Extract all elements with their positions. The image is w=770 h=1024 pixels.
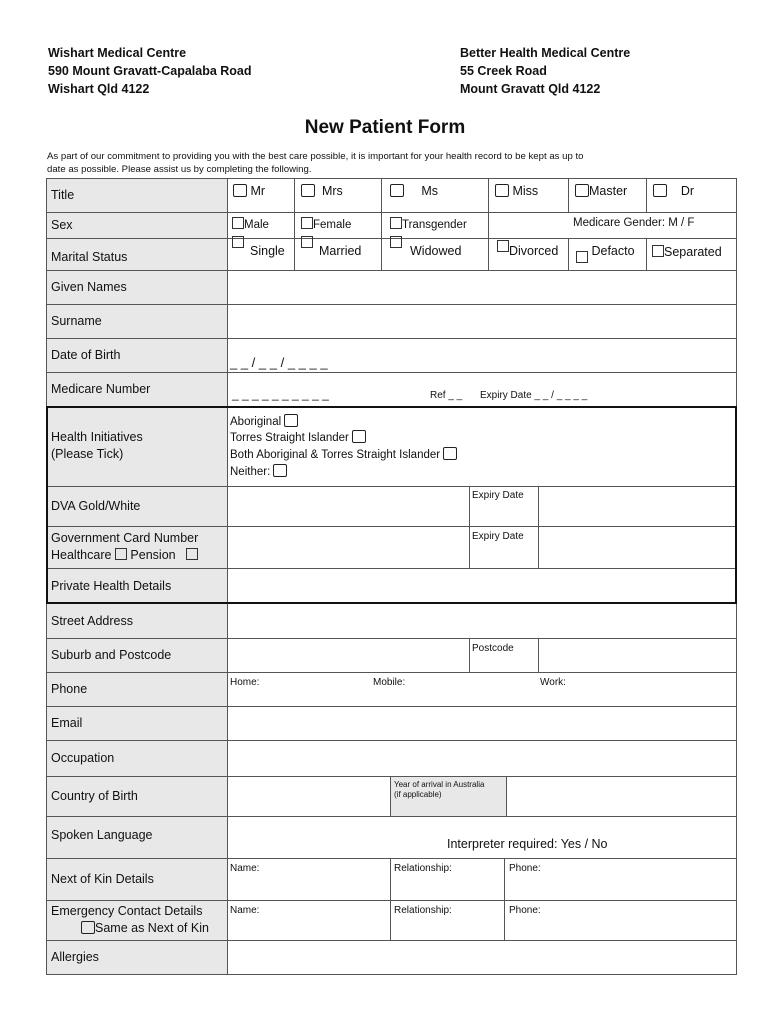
medicare-gender: Medicare Gender: M / F xyxy=(573,217,695,229)
emergency-contact-title: Emergency Contact Details xyxy=(51,904,203,918)
title-option-mr[interactable] xyxy=(233,184,265,198)
marital-option-widowed[interactable] xyxy=(390,236,462,258)
label-next-of-kin: Next of Kin Details xyxy=(46,858,227,900)
postcode-label: Postcode xyxy=(472,643,514,654)
title-option-dr[interactable] xyxy=(653,184,694,198)
title-ms-label: Ms xyxy=(421,184,439,198)
practice-name-right: Better Health Medical Centre xyxy=(460,46,631,60)
marital-divorced-label: Divorced xyxy=(509,244,559,258)
dob-field[interactable]: _ _ / _ _ / _ _ _ _ xyxy=(230,355,328,370)
sex-transgender-checkbox[interactable] xyxy=(390,217,402,229)
sex-male-label: Male xyxy=(244,219,269,231)
label-country-of-birth: Country of Birth xyxy=(46,776,227,816)
kin-phone-label: Phone: xyxy=(509,863,541,874)
year-arrival-line-1: Year of arrival in Australia xyxy=(394,780,485,789)
label-spoken-language: Spoken Language xyxy=(46,816,227,858)
marital-single-label: Single xyxy=(250,244,285,258)
sex-transgender-label: Transgender xyxy=(402,219,467,231)
label-title: Title xyxy=(46,178,227,212)
sex-option-transgender[interactable] xyxy=(390,217,467,231)
hi-option-aboriginal[interactable] xyxy=(230,414,298,428)
practice-suburb-right: Mount Gravatt Qld 4122 xyxy=(460,82,601,96)
title-dr-checkbox[interactable] xyxy=(653,184,667,197)
practice-name-left: Wishart Medical Centre xyxy=(48,46,187,60)
marital-defacto-checkbox[interactable] xyxy=(576,251,588,263)
hi-aboriginal-checkbox[interactable] xyxy=(284,414,298,427)
marital-option-defacto[interactable] xyxy=(576,245,635,259)
marital-separated-checkbox[interactable] xyxy=(652,245,664,257)
interpreter-required: Interpreter required: Yes / No xyxy=(447,837,608,851)
practice-suburb-left: Wishart Qld 4122 xyxy=(48,82,150,96)
phone-home-label: Home: xyxy=(230,677,260,688)
medicare-number-field[interactable]: _ _ _ _ _ _ _ _ _ _ xyxy=(232,387,329,401)
gov-card-expiry-label: Expiry Date xyxy=(472,531,524,542)
pension-label: Pension xyxy=(130,548,176,562)
label-suburb-postcode: Suburb and Postcode xyxy=(46,638,227,672)
marital-option-separated[interactable] xyxy=(652,245,722,259)
label-street-address: Street Address xyxy=(46,604,227,638)
label-medicare-number: Medicare Number xyxy=(46,372,227,406)
title-master-checkbox[interactable] xyxy=(575,184,589,197)
government-card-title: Government Card Number xyxy=(51,531,199,545)
hi-torres-checkbox[interactable] xyxy=(352,430,366,443)
title-option-mrs[interactable] xyxy=(301,184,343,198)
hi-both-checkbox[interactable] xyxy=(443,447,457,460)
intro-text xyxy=(47,150,737,176)
marital-married-checkbox[interactable] xyxy=(301,236,313,248)
hi-option-neither[interactable] xyxy=(230,464,287,478)
practice-street-left: 590 Mount Gravatt-Capalaba Road xyxy=(48,64,252,78)
year-arrival-label xyxy=(394,780,484,800)
sex-male-checkbox[interactable] xyxy=(232,217,244,229)
hi-option-both[interactable] xyxy=(230,447,457,461)
label-occupation: Occupation xyxy=(46,740,227,776)
marital-divorced-checkbox[interactable] xyxy=(497,240,509,252)
marital-separated-label: Separated xyxy=(664,245,722,259)
sex-female-label: Female xyxy=(313,219,352,231)
intro-line-1: As part of our commitment to providing you with the best care possible, it is important for your health record to be kept as up to xyxy=(47,151,584,162)
phone-mobile-label: Mobile: xyxy=(373,677,406,688)
title-miss-checkbox[interactable] xyxy=(495,184,509,197)
title-miss-label: Miss xyxy=(512,184,539,198)
label-phone: Phone xyxy=(46,672,227,706)
label-surname: Surname xyxy=(46,304,227,338)
sex-female-checkbox[interactable] xyxy=(301,217,313,229)
label-allergies: Allergies xyxy=(46,940,227,974)
emergency-name-label: Name: xyxy=(230,905,260,916)
healthcare-label: Healthcare xyxy=(51,548,112,562)
title-ms-checkbox[interactable] xyxy=(390,184,404,197)
practice-address-right xyxy=(460,44,630,98)
health-initiatives-note: (Please Tick) xyxy=(51,447,124,461)
marital-option-married[interactable] xyxy=(301,236,362,258)
marital-single-checkbox[interactable] xyxy=(232,236,244,248)
medicare-ref-field[interactable]: Ref _ _ xyxy=(430,390,463,401)
label-given-names: Given Names xyxy=(46,270,227,304)
hi-aboriginal-label: Aboriginal xyxy=(230,416,282,428)
title-option-miss[interactable] xyxy=(495,184,538,198)
hi-torres-label: Torres Straight Islander xyxy=(230,432,349,444)
dva-expiry-label: Expiry Date xyxy=(472,490,524,501)
form-title: New Patient Form xyxy=(304,117,466,138)
health-initiatives-box xyxy=(46,406,737,604)
sex-option-male[interactable] xyxy=(232,217,269,231)
hi-neither-checkbox[interactable] xyxy=(273,464,287,477)
marital-married-label: Married xyxy=(319,244,362,258)
kin-name-label: Name: xyxy=(230,863,260,874)
label-private-health: Private Health Details xyxy=(46,568,227,604)
label-email: Email xyxy=(46,706,227,740)
hi-both-label: Both Aboriginal & Torres Straight Islander xyxy=(230,449,441,461)
medicare-expiry-field[interactable]: Expiry Date _ _ / _ _ _ _ xyxy=(480,390,588,401)
title-dr-label: Dr xyxy=(680,184,695,198)
marital-widowed-checkbox[interactable] xyxy=(390,236,402,248)
title-option-ms[interactable] xyxy=(390,184,438,198)
phone-work-label: Work: xyxy=(540,677,566,688)
hi-option-torres[interactable] xyxy=(230,430,366,444)
practice-street-right: 55 Creek Road xyxy=(460,64,547,78)
sex-option-female[interactable] xyxy=(301,217,351,231)
title-mrs-checkbox[interactable] xyxy=(301,184,315,197)
title-mrs-label: Mrs xyxy=(321,184,343,198)
marital-widowed-label: Widowed xyxy=(410,244,462,258)
intro-line-2: date as possible. Please assist us by completing the following. xyxy=(47,164,312,175)
year-arrival-line-2: (if applicable) xyxy=(394,790,442,799)
hi-neither-label: Neither: xyxy=(230,466,271,478)
health-initiatives-title: Health Initiatives xyxy=(51,430,143,444)
title-master-label: Master xyxy=(589,184,628,198)
practice-address-left xyxy=(48,44,252,98)
label-date-of-birth: Date of Birth xyxy=(46,338,227,372)
label-marital-status: Marital Status xyxy=(46,238,227,270)
marital-option-single[interactable] xyxy=(232,236,285,258)
title-mr-label: Mr xyxy=(250,184,266,198)
marital-defacto-label: Defacto xyxy=(591,244,635,258)
label-dva: DVA Gold/White xyxy=(46,486,227,526)
same-as-kin-checkbox[interactable] xyxy=(81,921,95,934)
kin-relationship-label: Relationship: xyxy=(394,863,452,874)
same-as-kin-label: Same as Next of Kin xyxy=(95,921,209,935)
emergency-phone-label: Phone: xyxy=(509,905,541,916)
title-option-master[interactable] xyxy=(575,184,627,198)
label-sex: Sex xyxy=(46,212,227,238)
label-emergency-contact xyxy=(46,900,227,940)
marital-option-divorced[interactable] xyxy=(497,240,559,258)
title-mr-checkbox[interactable] xyxy=(233,184,247,197)
emergency-relationship-label: Relationship: xyxy=(394,905,452,916)
same-as-kin-option xyxy=(51,920,209,937)
